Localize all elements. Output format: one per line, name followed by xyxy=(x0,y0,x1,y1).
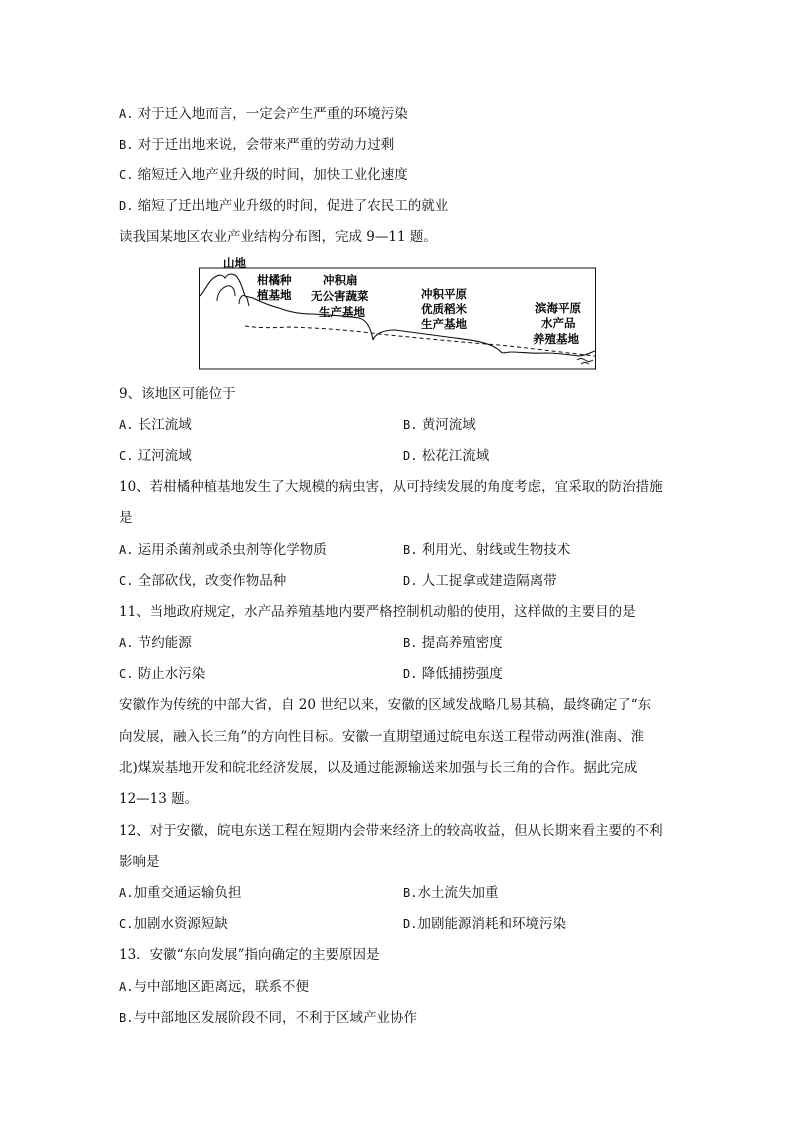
intro-12-13-line3: 北)煤炭基地开发和皖北经济发展，以及通过能源输送来加强与长三角的合作。据此完成 xyxy=(119,760,638,776)
q11-option-b: B. 提高养殖密度 xyxy=(403,635,503,651)
q13-option-a: A.与中部地区距离远，联系不便 xyxy=(119,979,309,995)
intro-9-11: 读我国某地区农业产业结构分布图，完成 9—11 题。 xyxy=(119,229,437,245)
option-c: C. 缩短迁入地产业升级的时间，加快工业化速度 xyxy=(119,167,408,183)
label-fan-2: 无公害蔬菜 xyxy=(311,289,369,303)
q12-stem-line2: 影响是 xyxy=(119,854,160,870)
label-coast-3: 养殖基地 xyxy=(533,332,579,346)
label-plain-1: 冲积平原 xyxy=(421,287,467,301)
q10-stem-line2: 是 xyxy=(119,510,133,526)
label-fan-3: 生产基地 xyxy=(319,305,365,319)
q11-stem: 11、当地政府规定，水产品养殖基地内要严格控制机动船的使用，这样做的主要目的是 xyxy=(119,604,636,620)
coast-waves xyxy=(577,359,593,365)
q12-option-d: D.加剧能源消耗和环境污染 xyxy=(403,916,566,932)
label-plain-2: 优质稻米 xyxy=(421,302,467,316)
label-citrus-2: 植基地 xyxy=(257,288,292,302)
option-d: D. 缩短了迁出地产业升级的时间，促进了农民工的就业 xyxy=(119,198,449,214)
q10-stem-line1: 10、若柑橘种植基地发生了大规模的病虫害，从可持续发展的角度考虑，宜采取的防治措施 xyxy=(119,479,663,495)
q12-option-a: A.加重交通运输负担 xyxy=(119,885,242,901)
label-coast-2: 水产品 xyxy=(541,316,576,330)
q10-option-a: A. 运用杀菌剂或杀虫剂等化学物质 xyxy=(119,542,327,558)
q10-option-d: D. 人工捉拿或建造隔离带 xyxy=(403,573,557,589)
q11-option-a: A. 节约能源 xyxy=(119,635,192,651)
q13-option-b: B.与中部地区发展阶段不同，不利于区域产业协作 xyxy=(119,1010,417,1026)
option-a: A. 对于迁入地而言，一定会产生严重的环境污染 xyxy=(119,106,408,122)
q9-stem: 9、该地区可能位于 xyxy=(119,386,236,402)
label-fan-1: 冲积扇 xyxy=(323,273,358,287)
q12-option-c: C.加剧水资源短缺 xyxy=(119,916,228,932)
label-mountain: 山地 xyxy=(223,256,246,270)
option-b: B. 对于迁出地来说，会带来严重的劳动力过剩 xyxy=(119,137,395,153)
q11-option-c: C. 防止水污染 xyxy=(119,666,206,682)
q9-option-b: B. 黄河流域 xyxy=(403,417,476,433)
intro-12-13-line4: 12—13 题。 xyxy=(119,791,199,807)
q11-option-d: D. 降低捕捞强度 xyxy=(403,666,503,682)
q13-stem: 13．安徽“东向发展”指向确定的主要原因是 xyxy=(119,947,380,963)
intro-12-13-line2: 向发展，融入长三角”的方向性目标。安徽一直期望通过皖电东送工程带动两淮(淮南、淮 xyxy=(119,729,645,745)
q9-option-a: A. 长江流域 xyxy=(119,417,192,433)
agriculture-profile-figure xyxy=(199,256,597,372)
label-plain-3: 生产基地 xyxy=(421,317,467,331)
q12-option-b: B.水土流失加重 xyxy=(403,885,499,901)
q9-option-d: D. 松花江流域 xyxy=(403,448,490,464)
label-coast-1: 滨海平原 xyxy=(535,301,581,315)
mountain-detail xyxy=(217,286,249,306)
q10-option-c: C. 全部砍伐，改变作物品种 xyxy=(119,573,287,589)
q10-option-b: B. 利用光、射线或生物技术 xyxy=(403,542,571,558)
intro-12-13-line1: 安徽作为传统的中部大省，自 20 世纪以来，安徽的区域发战略几易其稿，最终确定了“东 xyxy=(119,697,652,713)
q9-option-c: C. 辽河流域 xyxy=(119,448,192,464)
label-citrus-1: 柑橘种 xyxy=(257,273,292,287)
q12-stem-line1: 12、对于安徽，皖电东送工程在短期内会带来经济上的较高收益，但从长期来看主要的不利 xyxy=(119,823,663,839)
